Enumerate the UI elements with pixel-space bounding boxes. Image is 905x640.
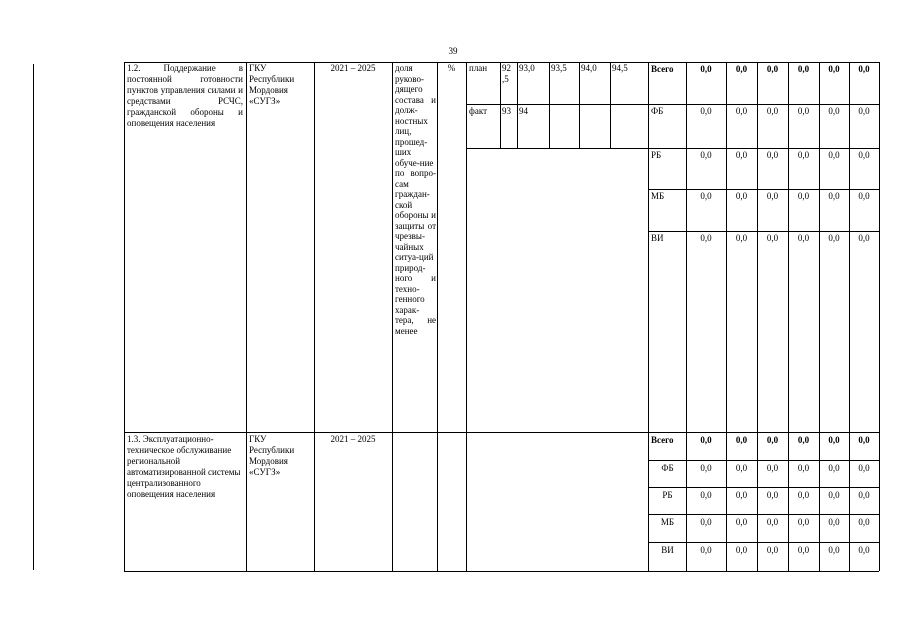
finance-value: 0,0 — [766, 150, 779, 160]
finance-value: 0,0 — [766, 106, 779, 116]
finance-value: 0,0 — [858, 150, 870, 160]
finance-source: Всего — [651, 435, 674, 445]
finance-value: 0,0 — [700, 64, 712, 74]
finance-value: 0,0 — [735, 545, 748, 555]
finance-value: 0,0 — [766, 490, 779, 500]
finance-value: 0,0 — [858, 64, 870, 74]
finance-value: 0,0 — [828, 517, 840, 527]
finance-value: 0,0 — [700, 545, 712, 555]
finance-value: 0,0 — [797, 64, 810, 74]
finance-value: 0,0 — [858, 490, 870, 500]
row-name: 1.2. Поддержание в постоянной готовности пунктов управления силами и средствами РСЧС, гражданской обороны и оповещения населения — [127, 63, 243, 128]
table-grid-line — [686, 62, 687, 571]
table-grid-line — [819, 62, 820, 571]
table-grid-line — [246, 62, 247, 571]
table-grid-line — [466, 104, 879, 105]
table-grid-line — [849, 62, 850, 571]
finance-value: 0,0 — [797, 106, 810, 116]
table-grid-line — [648, 148, 879, 149]
plan-value: 93,5 — [551, 63, 567, 73]
finance-value: 0,0 — [797, 435, 810, 445]
plan-value: 92 ,5 — [502, 63, 511, 84]
finance-source: ВИ — [651, 233, 664, 243]
finance-value: 0,0 — [797, 233, 810, 243]
table-grid-line — [788, 62, 789, 571]
finance-value: 0,0 — [797, 517, 810, 527]
finance-value: 0,0 — [735, 64, 748, 74]
finance-value: 0,0 — [828, 191, 840, 201]
fact-value: 93 — [502, 106, 511, 116]
table-grid-line — [392, 62, 393, 571]
finance-value: 0,0 — [828, 463, 840, 473]
finance-value: 0,0 — [700, 106, 712, 116]
table-grid-line — [579, 62, 580, 148]
unit: % — [447, 63, 456, 73]
finance-value: 0,0 — [858, 191, 870, 201]
finance-value: 0,0 — [766, 545, 779, 555]
finance-value: 0,0 — [735, 106, 748, 116]
finance-value: 0,0 — [828, 106, 840, 116]
finance-value: 0,0 — [700, 435, 712, 445]
period: 2021 – 2025 — [330, 434, 376, 444]
finance-value: 0,0 — [858, 517, 870, 527]
fact-value: 94 — [519, 106, 528, 116]
plan-value: 94,5 — [612, 63, 628, 73]
finance-source: Всего — [651, 64, 674, 74]
finance-value: 0,0 — [828, 233, 840, 243]
finance-source: РБ — [662, 490, 673, 500]
finance-value: 0,0 — [797, 490, 810, 500]
finance-value: 0,0 — [797, 150, 810, 160]
row-name: 1.3. Эксплуатационно-техническое обслуживание региональной автоматизированной системы централизованного оповещения населения — [127, 434, 241, 499]
finance-value: 0,0 — [700, 233, 712, 243]
finance-value: 0,0 — [858, 233, 870, 243]
plan-value: 93,0 — [519, 63, 535, 73]
plan-value: 94,0 — [581, 63, 597, 73]
table-grid-line — [549, 62, 550, 148]
table-grid-line — [500, 62, 501, 148]
finance-value: 0,0 — [828, 545, 840, 555]
table-grid-line — [648, 231, 879, 232]
finance-value: 0,0 — [735, 435, 748, 445]
period: 2021 – 2025 — [330, 63, 376, 73]
table-grid-line — [124, 432, 879, 433]
page-number: 39 — [448, 46, 458, 56]
finance-value: 0,0 — [797, 545, 810, 555]
finance-value: 0,0 — [700, 490, 712, 500]
finance-source: МБ — [660, 517, 675, 527]
finance-value: 0,0 — [828, 435, 840, 445]
finance-value: 0,0 — [858, 435, 870, 445]
table-grid-line — [648, 487, 879, 488]
finance-value: 0,0 — [735, 517, 748, 527]
finance-value: 0,0 — [797, 463, 810, 473]
table-grid-line — [124, 571, 879, 572]
finance-source: ВИ — [661, 545, 674, 555]
finance-value: 0,0 — [797, 191, 810, 201]
table-grid-line — [124, 62, 125, 571]
finance-value: 0,0 — [735, 150, 748, 160]
table-grid-line — [648, 62, 649, 571]
finance-value: 0,0 — [766, 191, 779, 201]
table-grid-line — [466, 62, 467, 571]
executor: ГКУ Республики Мордовия «СУГЗ» — [249, 63, 295, 106]
finance-value: 0,0 — [700, 517, 712, 527]
table-grid-line — [757, 62, 758, 571]
finance-value: 0,0 — [735, 191, 748, 201]
finance-source: МБ — [651, 191, 665, 201]
table-grid-line — [314, 62, 315, 571]
finance-value: 0,0 — [828, 490, 840, 500]
fact-label: факт — [469, 106, 488, 116]
finance-value: 0,0 — [735, 490, 748, 500]
finance-value: 0,0 — [766, 463, 779, 473]
finance-value: 0,0 — [766, 435, 779, 445]
table-grid-line — [648, 460, 879, 461]
finance-value: 0,0 — [828, 64, 840, 74]
table-grid-line — [648, 514, 879, 515]
table-grid-line — [437, 62, 438, 571]
table-grid-line — [879, 62, 880, 571]
executor: ГКУ Республики Мордовия «СУГЗ» — [249, 434, 295, 477]
finance-value: 0,0 — [700, 463, 712, 473]
table-grid-line — [648, 542, 879, 543]
finance-value: 0,0 — [766, 517, 779, 527]
finance-value: 0,0 — [700, 191, 712, 201]
finance-value: 0,0 — [700, 150, 712, 160]
finance-value: 0,0 — [766, 233, 779, 243]
finance-value: 0,0 — [858, 106, 870, 116]
finance-source: ФБ — [651, 106, 664, 116]
margin-line — [33, 64, 34, 570]
table-grid-line — [517, 62, 518, 148]
table-grid-line — [726, 62, 727, 571]
indicator: доля руково-дящего состава и долж-ностных лиц, прошед-ших обуче-ние по вопро-сам граждан-ской обороны и защиты от чрезвы-чайных ситуа-ций природ-ного и техно-генного харак-тера, не менее — [395, 63, 436, 336]
finance-value: 0,0 — [766, 64, 779, 74]
plan-label: план — [469, 63, 488, 73]
table-grid-line — [648, 189, 879, 190]
finance-value: 0,0 — [858, 463, 870, 473]
table-grid-line — [610, 62, 611, 148]
finance-value: 0,0 — [858, 545, 870, 555]
finance-value: 0,0 — [735, 233, 748, 243]
finance-source: ФБ — [661, 463, 674, 473]
finance-value: 0,0 — [735, 463, 748, 473]
table-grid-line — [466, 148, 648, 149]
finance-value: 0,0 — [828, 150, 840, 160]
finance-source: РБ — [651, 150, 662, 160]
